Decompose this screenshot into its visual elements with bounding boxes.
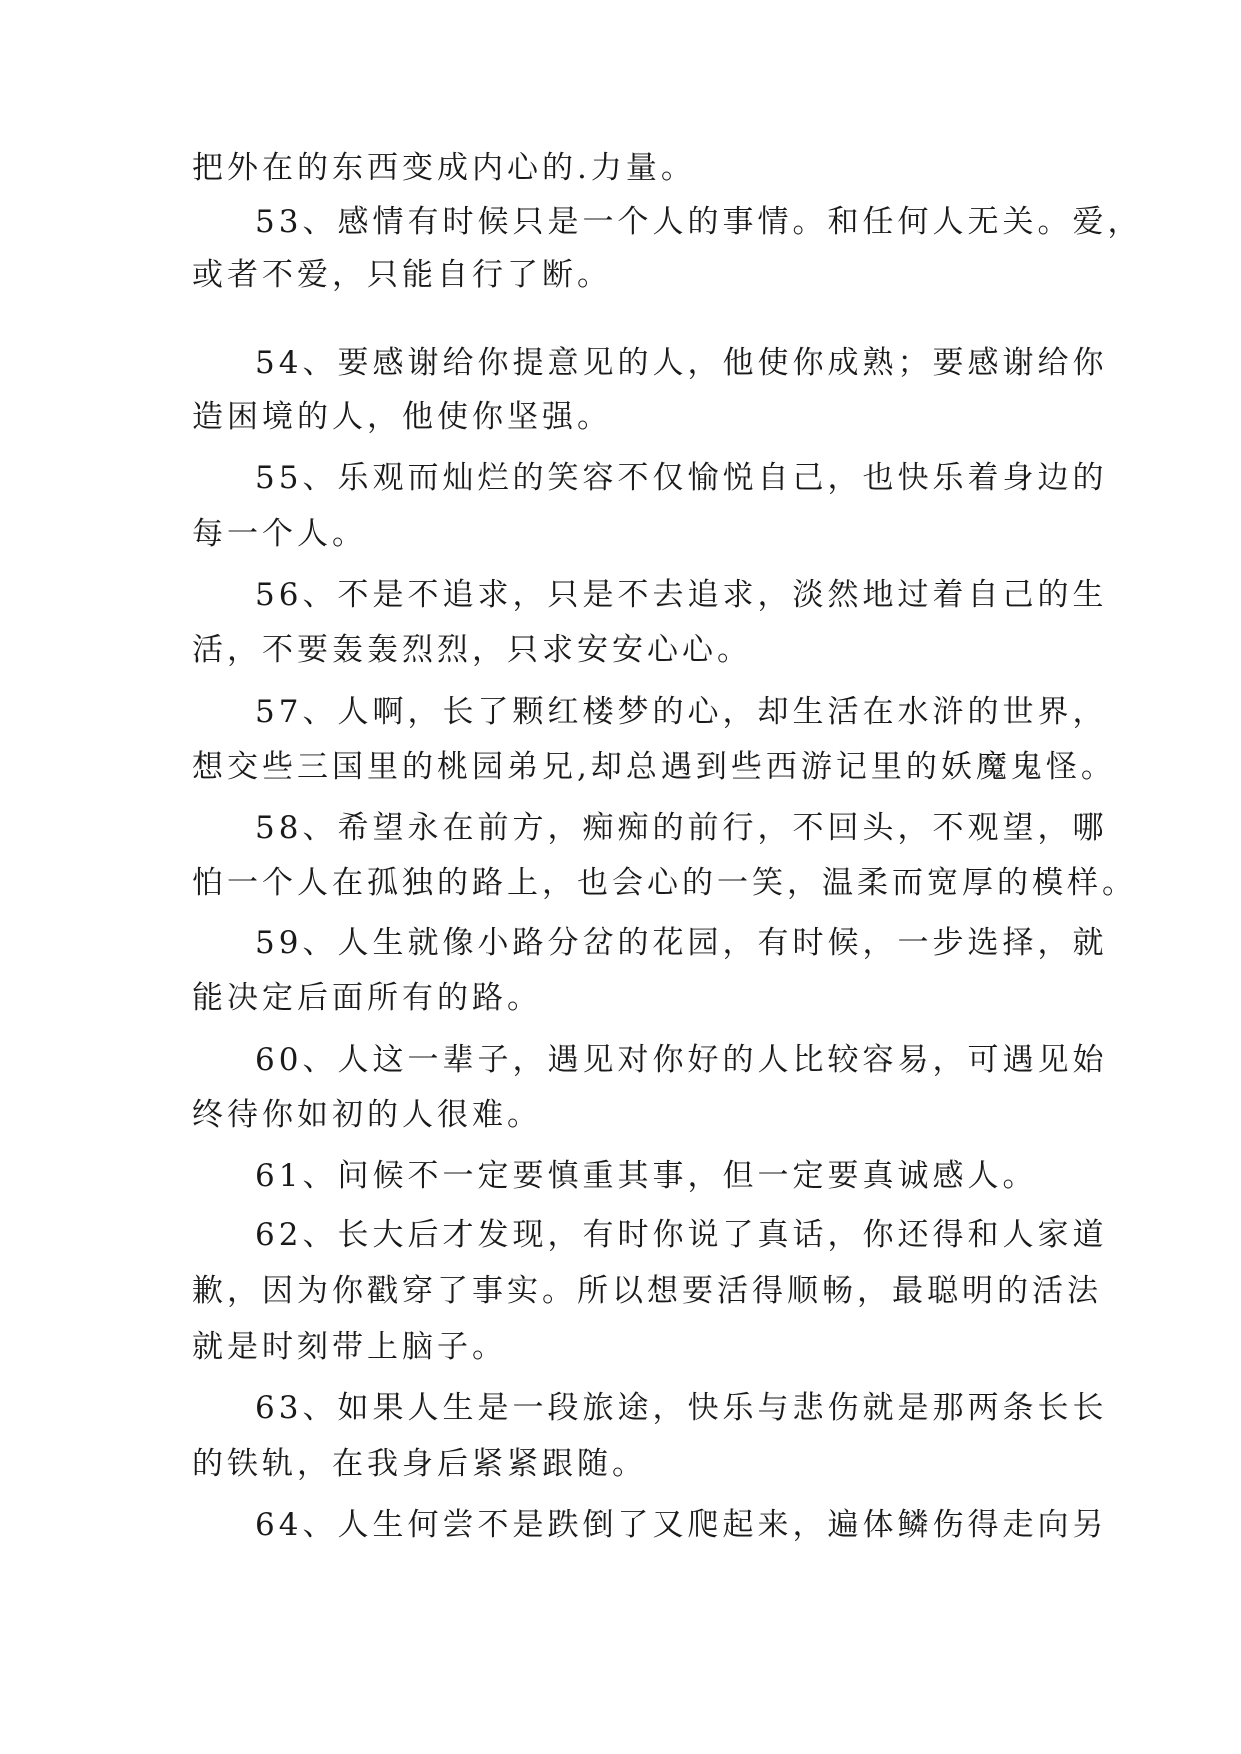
text-line: 59、人生就像小路分岔的花园，有时候，一步选择，就 <box>255 925 1108 961</box>
text-line: 造困境的人，他使你坚强。 <box>192 399 612 435</box>
text-line: 55、乐观而灿烂的笑容不仅愉悦自己，也快乐着身边的 <box>255 460 1108 496</box>
text-line: 57、人啊，长了颗红楼梦的心，却生活在水浒的世界， <box>255 694 1108 730</box>
text-line: 53、感情有时候只是一个人的事情。和任何人无关。爱， <box>255 204 1143 240</box>
text-line: 62、长大后才发现，有时你说了真话，你还得和人家道 <box>255 1217 1108 1253</box>
text-line: 63、如果人生是一段旅途，快乐与悲伤就是那两条长长 <box>255 1390 1108 1426</box>
text-line: 歉，因为你戳穿了事实。所以想要活得顺畅，最聪明的活法 <box>192 1273 1102 1309</box>
text-line: 就是时刻带上脑子。 <box>192 1329 507 1365</box>
text-line: 54、要感谢给你提意见的人，他使你成熟；要感谢给你 <box>255 345 1108 381</box>
text-line: 每一个人。 <box>192 516 367 552</box>
text-line: 怕一个人在孤独的路上，也会心的一笑，温柔而宽厚的模样。 <box>192 865 1137 901</box>
text-line: 想交些三国里的桃园弟兄,却总遇到些西游记里的妖魔鬼怪。 <box>192 749 1116 785</box>
text-line: 的铁轨，在我身后紧紧跟随。 <box>192 1446 647 1482</box>
text-line: 56、不是不追求，只是不去追求，淡然地过着自己的生 <box>255 577 1108 613</box>
text-line: 能决定后面所有的路。 <box>192 980 542 1016</box>
text-line: 60、人这一辈子，遇见对你好的人比较容易，可遇见始 <box>255 1042 1108 1078</box>
text-line: 64、人生何尝不是跌倒了又爬起来，遍体鳞伤得走向另 <box>255 1507 1108 1543</box>
text-line: 活，不要轰轰烈烈，只求安安心心。 <box>192 632 752 668</box>
text-line: 终待你如初的人很难。 <box>192 1097 542 1133</box>
text-line: 或者不爱，只能自行了断。 <box>192 257 612 293</box>
text-line: 把外在的东西变成内心的.力量。 <box>192 150 696 186</box>
text-line: 58、希望永在前方，痴痴的前行，不回头，不观望，哪 <box>255 810 1108 846</box>
text-line: 61、问候不一定要慎重其事，但一定要真诚感人。 <box>255 1158 1038 1194</box>
